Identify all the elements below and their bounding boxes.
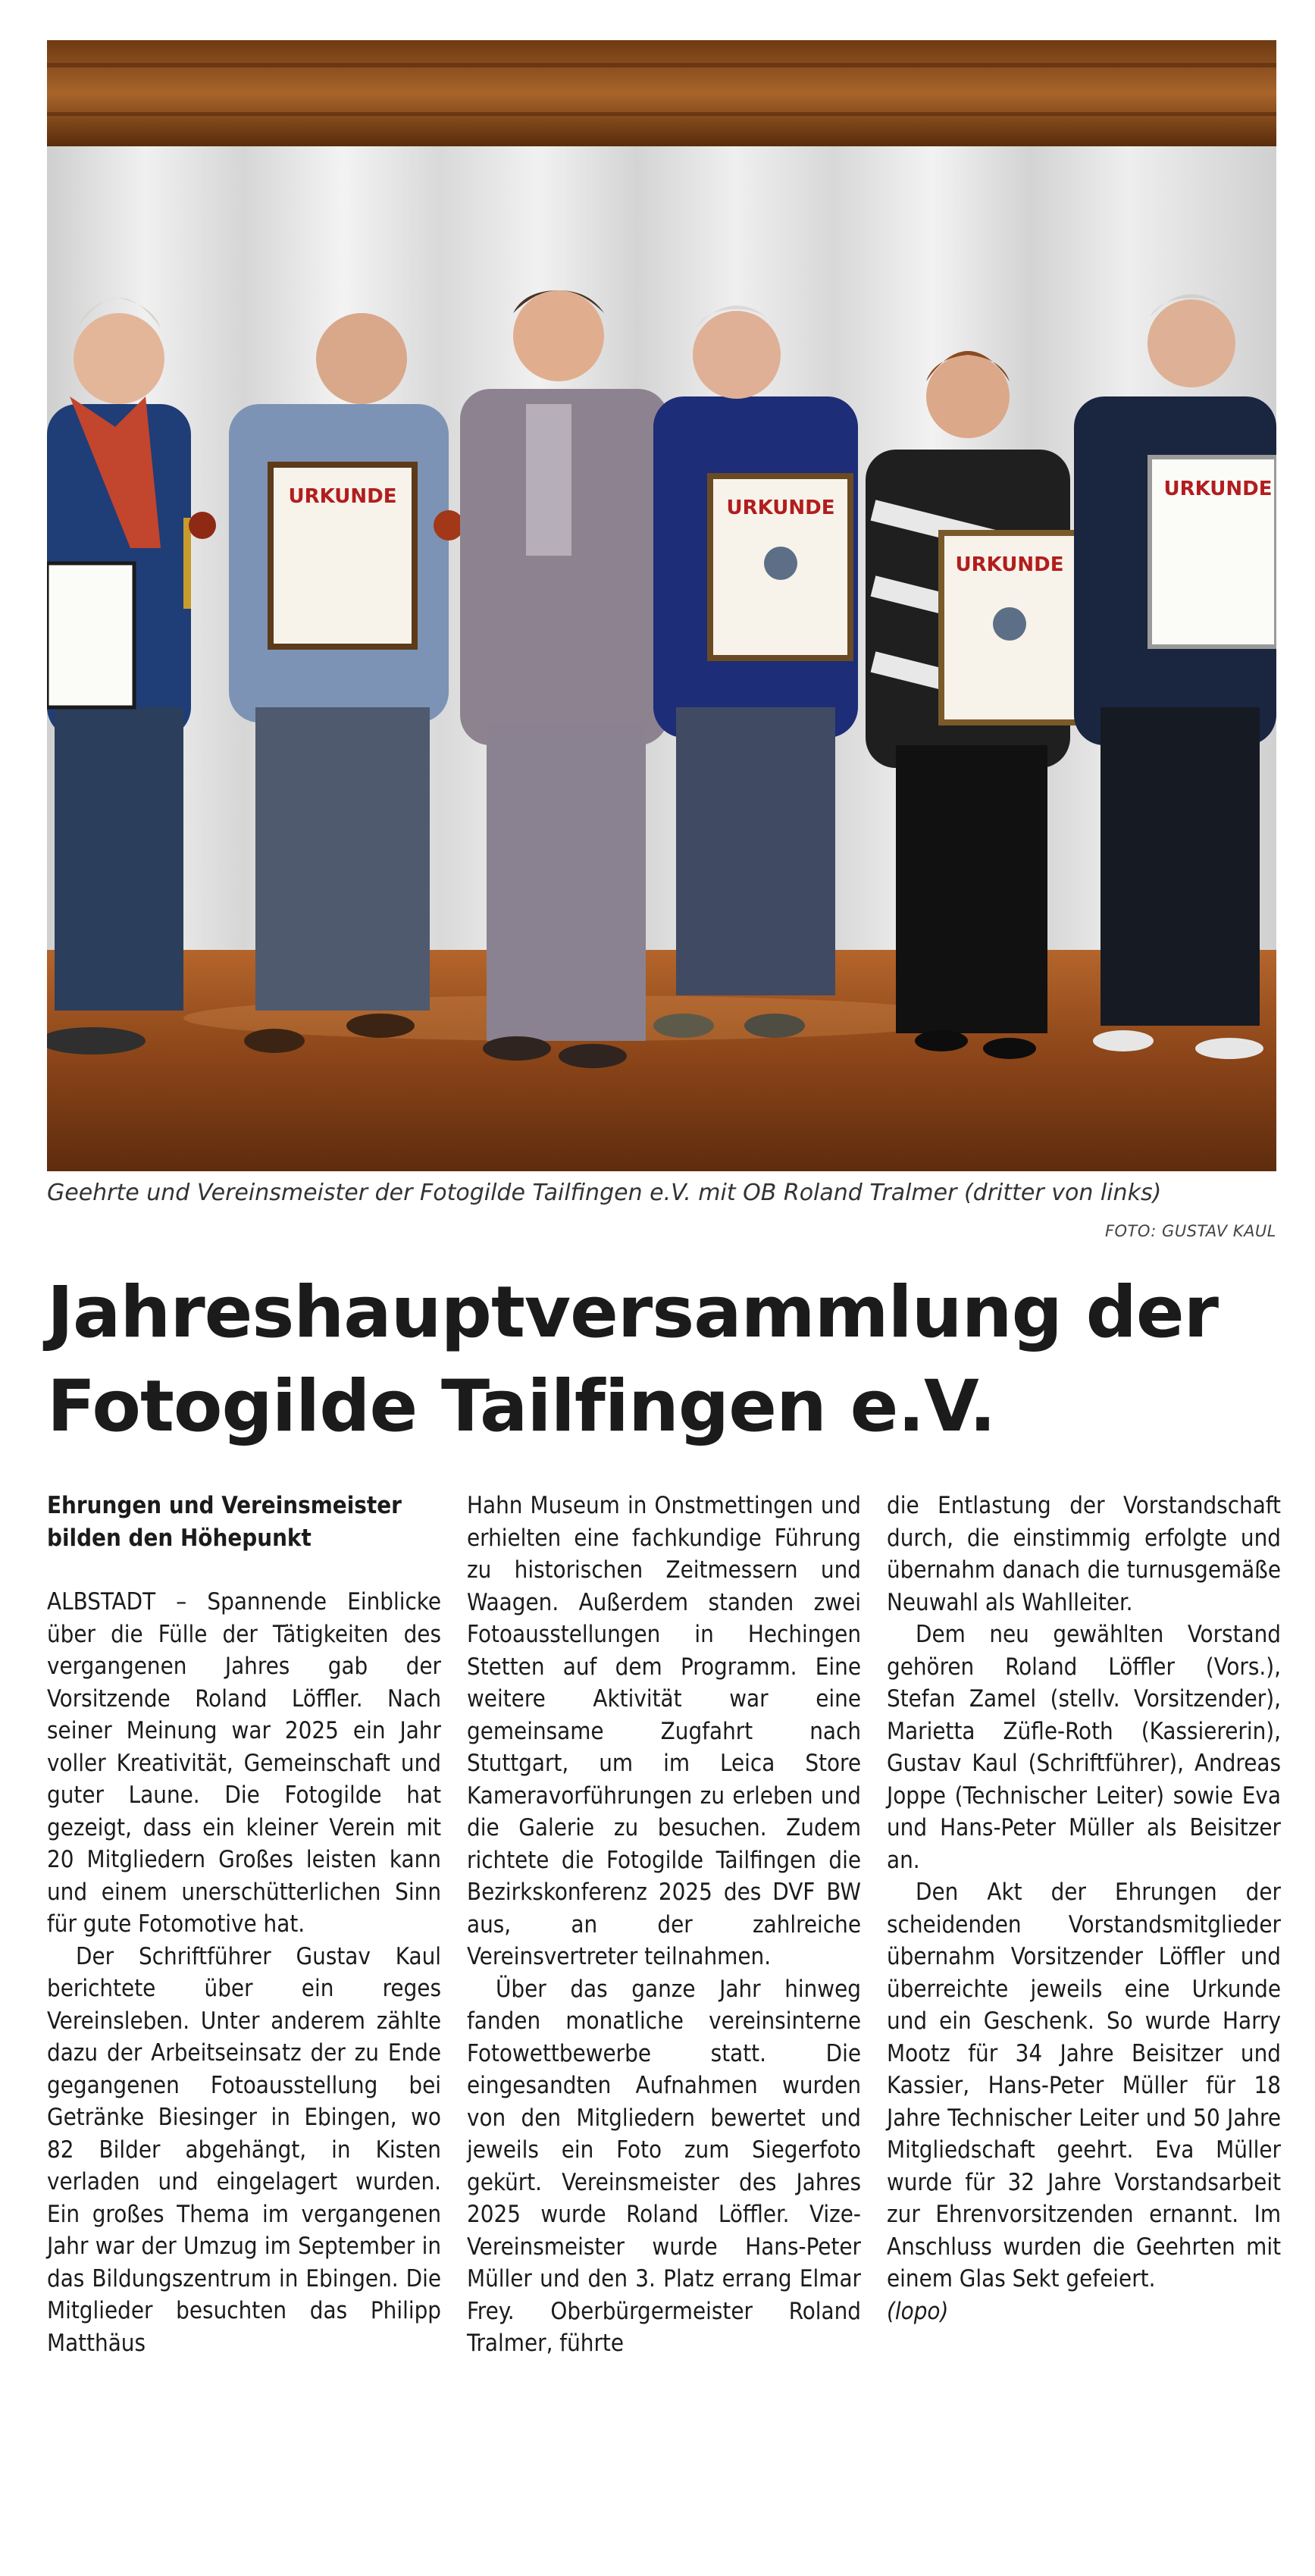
- group-photo: [47, 40, 1276, 1171]
- person-4: [653, 306, 858, 1038]
- person-6: [1074, 294, 1276, 1059]
- photo-credit: FOTO: GUSTAV KAUL: [1104, 1222, 1276, 1240]
- author-tag: (lopo): [887, 2297, 949, 2325]
- paragraph: Hahn Museum in Onstmettingen und erhielten eine fachkundige Führung zu historischen Zeitmessern und Waagen. Außerdem standen zwei Fotoausstellungen in Hechingen Stetten auf dem Programm. Eine weitere Aktivität war eine gemeinsame Zugfahrt nach Stuttgart, um im Leica Store Kameravorführungen zu erleben und die Galerie zu besuchen. Zudem richtete die Fotogilde Tailfingen die Bezirkskonferenz 2025 des DVF BW aus, an der zahlreiche Vereinsvertreter teilnahmen.: [467, 1492, 861, 1970]
- svg-text:URKUNDE: URKUNDE: [955, 553, 1064, 576]
- article-column-2: [467, 1490, 861, 2360]
- paragraph: Über das ganze Jahr hinweg fanden monatliche vereinsinterne Fotowettbewerbe statt. Die eingesandten Aufnahmen wurden von den Mitgliedern bewertet und jeweils ein Foto zum Siegerfoto gekürt. Vereinsmeister des Jahres 2025 wurde Roland Löffler. Vize-Vereinsmeister wurde Hans-Peter Müller und den 3. Platz errang Elmar Frey. Oberbürgermeister Roland Tralmer, führte: [467, 1975, 861, 2357]
- svg-text:URKUNDE: URKUNDE: [288, 485, 397, 508]
- svg-text:URKUNDE: URKUNDE: [726, 497, 835, 519]
- headline-line-2: Fotogilde Tailfingen e.V.: [47, 1365, 996, 1448]
- paragraph: Den Akt der Ehrungen der scheidenden Vorstandsmitglieder übernahm Vorsitzender Löffler und überreichte jeweils eine Urkunde und ein Geschenk. So wurde Harry Mootz für 34 Jahre Beisitzer und Kassier, Hans-Peter Müller für 18 Jahre Technischer Leiter und 50 Jahre Mitgliedschaft geehrt. Eva Müller wurde für 32 Jahre Vorstandsarbeit zur Ehrenvorsitzenden ernannt. Im Anschluss wurden die Geehrten mit einem Glas Sekt gefeiert.: [887, 1879, 1281, 2292]
- svg-text:URKUNDE: URKUNDE: [1163, 478, 1273, 500]
- paragraph: die Entlastung der Vorstandschaft durch, die einstimmig erfolgte und übernahm danach die turnusgemäße Neuwahl als Wahlleiter.: [887, 1492, 1281, 1616]
- article-column-3: [887, 1490, 1281, 2327]
- paragraph: ALBSTADT – Spannende Einblicke über die Fülle der Tätigkeiten des vergangenen Jahres gab der Vorsitzende Roland Löffler. Nach seiner Meinung war 2025 ein Jahr voller Kreativität, Gemeinschaft und guter Laune. Die Fotogilde hat gezeigt, dass ein kleiner Verein mit 20 Mitgliedern Großes leisten kann und einem unerschütterlichen Sinn für gute Fotomotive hat.: [47, 1588, 441, 1938]
- person-5: [866, 351, 1078, 1059]
- photo-caption: Geehrte und Vereinsmeister der Fotogilde Tailfingen e.V. mit OB Roland Tralmer (dritter von links): [47, 1180, 1162, 1206]
- person-3: [460, 290, 668, 1068]
- article-subhead: Ehrungen und Vereinsmeister bilden den Höhepunkt: [47, 1492, 402, 1552]
- paragraph: Der Schriftführer Gustav Kaul berichtete über ein reges Vereinsleben. Unter anderem zählte dazu der Arbeitseinsatz der zu Ende gegangenen Fotoausstellung bei Getränke Biesinger in Ebingen, wo 82 Bilder abgehängt, in Kisten verladen und eingelagert wurden. Ein großes Thema im vergangenen Jahr war der Umzug im September in das Bildungszentrum in Ebingen. Die Mitglieder besuchten das Philipp Matthäus: [47, 1942, 441, 2357]
- paragraph: Dem neu gewählten Vorstand gehören Roland Löffler (Vors.), Stefan Zamel (stellv. Vorsitzender), Marietta Züfle-Roth (Kassiererin), Gustav Kaul (Schriftführer), Andreas Joppe (Technischer Leiter) sowie Eva und Hans-Peter Müller als Beisitzer an.: [887, 1621, 1281, 1874]
- article-column-1: [47, 1490, 441, 2359]
- headline-line-1: Jahreshauptversammlung der: [47, 1271, 1219, 1354]
- article-headline: [47, 1266, 1276, 1454]
- person-2: [229, 313, 464, 1053]
